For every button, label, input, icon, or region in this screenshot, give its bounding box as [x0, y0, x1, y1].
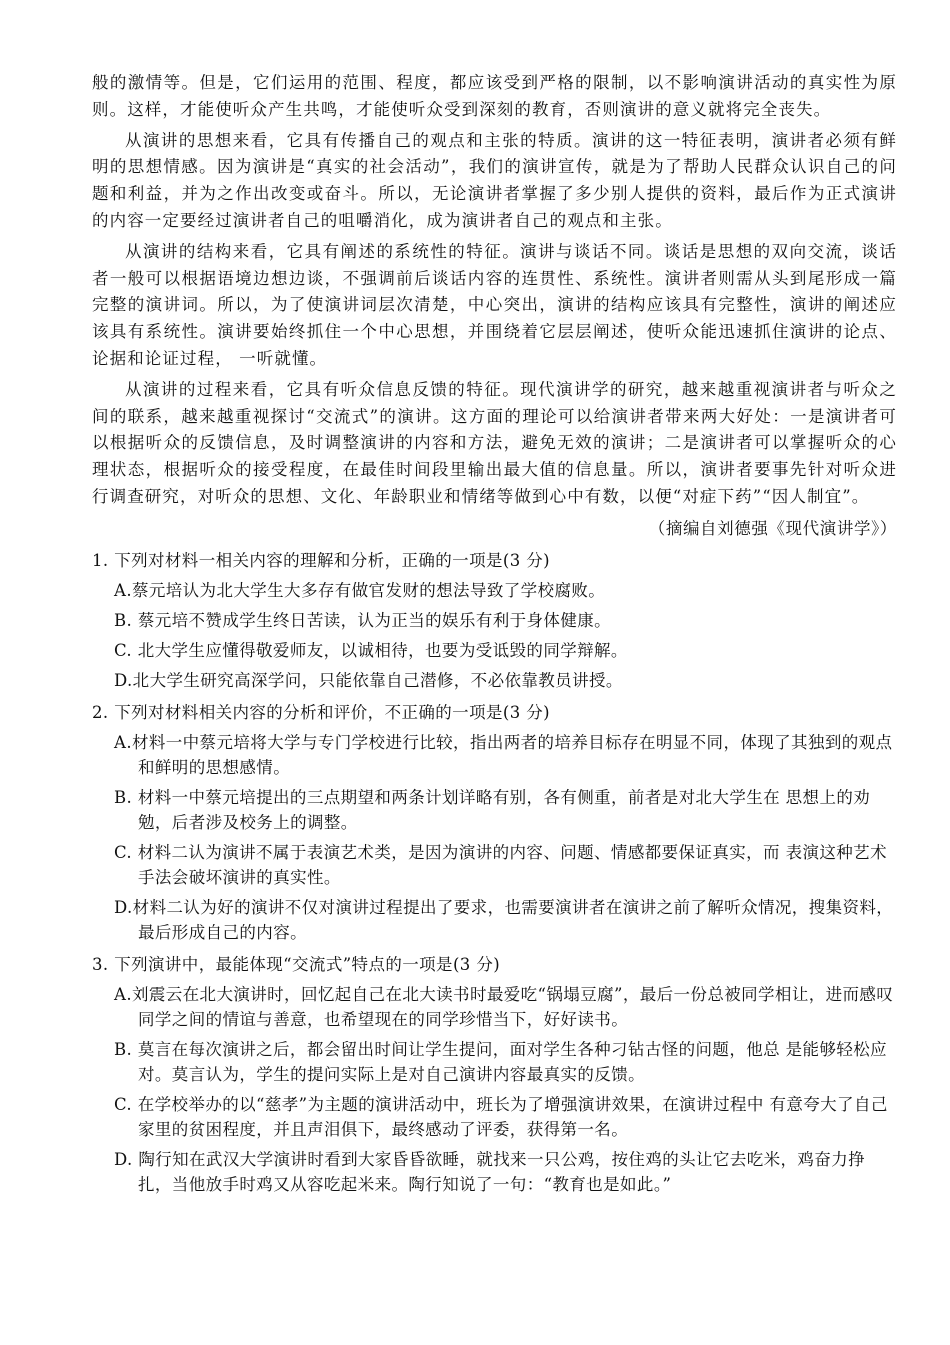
passage-paragraph-1: 般的激情等。但是，它们运用的范围、程度，都应该受到严格的限制，以不影响演讲活动的真实性为原则。这样，才能使听众产生共鸣，才能使听众受到深刻的教育，否则演讲的意义就将完全丧失。: [92, 73, 897, 119]
passage-paragraph-3: 从演讲的结构来看，它具有阐述的系统性的特征。演讲与谈话不同。谈话是思想的双向交流，谈话者一般可以根据语境边想边谈，不强调前后谈话内容的连贯性、系统性。演讲者则需从头到尾形成一篇完整的演讲词。所以，为了使演讲词层次清楚，中心突出，演讲的结构应该具有完整性，演讲的阐述应该具有系统性。演讲要始终抓住一个中心思想，并围绕着它层层阐述，使听众能迅速抓住演讲的论点、论据和论证过程， 一听就懂。: [92, 241, 897, 368]
reading-passage: [92, 70, 897, 542]
question-1-option-b: B. 蔡元培不赞成学生终日苦读，认为正当的娱乐有利于身体健康。: [114, 610, 612, 630]
question-1: [92, 546, 897, 693]
question-3-option-c: C. 在学校举办的以“慈孝”为主题的演讲活动中，班长为了增强演讲效果，在演讲过程中 有意夸大了自己家里的贫困程度，并且声泪俱下，最终感动了评委，获得第一名。: [114, 1094, 888, 1139]
question-2-option-d: D.材料二认为好的演讲不仅对演讲过程提出了要求，也需要演讲者在演讲之前了解听众情况，搜集资料，最后形成自己的内容。: [114, 897, 894, 942]
passage-source: （摘编自刘德强《现代演讲学》）: [648, 518, 897, 538]
question-2-option-c: C. 材料二认为演讲不属于表演艺术类，是因为演讲的内容、问题、情感都要保证真实，而 表演这种艺术手法会破坏演讲的真实性。: [114, 842, 887, 887]
question-2-options: [92, 730, 897, 945]
exam-page: [92, 70, 897, 1202]
question-3-stem: 3. 下列演讲中，最能体现“交流式”特点的一项是(3 分): [92, 954, 501, 974]
question-1-stem: 1. 下列对材料一相关内容的理解和分析，正确的一项是(3 分): [92, 550, 551, 570]
question-3-options: [92, 982, 897, 1197]
question-1-option-d: D.北大学生研究高深学问，只能依靠自己潜修，不必依靠教员讲授。: [114, 670, 623, 690]
question-2-stem: 2. 下列对材料相关内容的分析和评价，不正确的一项是(3 分): [92, 702, 551, 722]
question-3-option-d: D. 陶行知在武汉大学演讲时看到大家昏昏欲睡，就找来一只公鸡，按住鸡的头让它去吃米，鸡奋力挣扎，当他放手时鸡又从容吃起米来。陶行知说了一句：“教育也是如此。”: [114, 1149, 866, 1194]
question-1-option-a: A.蔡元培认为北大学生大多存有做官发财的想法导致了学校腐败。: [114, 580, 606, 600]
passage-paragraph-4: 从演讲的过程来看，它具有听众信息反馈的特征。现代演讲学的研究，越来越重视演讲者与听众之间的联系，越来越重视探讨“交流式”的演讲。这方面的理论可以给演讲者带来两大好处：一是演讲者可以根据听众的反馈信息，及时调整演讲的内容和方法，避免无效的演讲；二是演讲者可以掌握听众的心理状态，根据听众的接受程度，在最佳时间段里输出最大值的信息量。所以，演讲者要事先针对听众进行调查研究，对听众的思想、文化、年龄职业和情绪等做到心中有数，以便“对症下药”“因人制宜”。: [92, 379, 897, 506]
question-3-option-a: A.刘震云在北大演讲时，回忆起自己在北大读书时最爱吃“锅塌豆腐”，最后一份总被同学相让，进而感叹同学之间的情谊与善意，也希望现在的同学珍惜当下，好好读书。: [114, 984, 894, 1029]
question-2-option-b: B. 材料一中蔡元培提出的三点期望和两条计划详略有别，各有侧重，前者是对北大学生在 思想上的劝勉，后者涉及校务上的调整。: [114, 787, 871, 832]
question-2-option-a: A.材料一中蔡元培将大学与专门学校进行比较，指出两者的培养目标存在明显不同，体现了其独到的观点和鲜明的思想感情。: [114, 732, 893, 777]
question-1-options: [92, 578, 897, 693]
question-2: [92, 698, 897, 945]
question-1-option-c: C. 北大学生应懂得敬爱师友，以诚相待，也要为受诋毁的同学辩解。: [114, 640, 628, 660]
question-3: [92, 950, 897, 1197]
passage-paragraph-2: 从演讲的思想来看，它具有传播自己的观点和主张的特质。演讲的这一特征表明，演讲者必须有鲜明的思想情感。因为演讲是“真实的社会活动”，我们的演讲宣传，就是为了帮助人民群众认识自己的问题和利益，并为之作出改变或奋斗。所以，无论演讲者掌握了多少别人提供的资料，最后作为正式演讲的内容一定要经过演讲者自己的咀嚼消化，成为演讲者自己的观点和主张。: [92, 130, 897, 230]
question-3-option-b: B. 莫言在每次演讲之后，都会留出时间让学生提问，面对学生各种刁钻古怪的问题，他总 是能够轻松应对。莫言认为，学生的提问实际上是对自己演讲内容最真实的反馈。: [114, 1039, 888, 1084]
